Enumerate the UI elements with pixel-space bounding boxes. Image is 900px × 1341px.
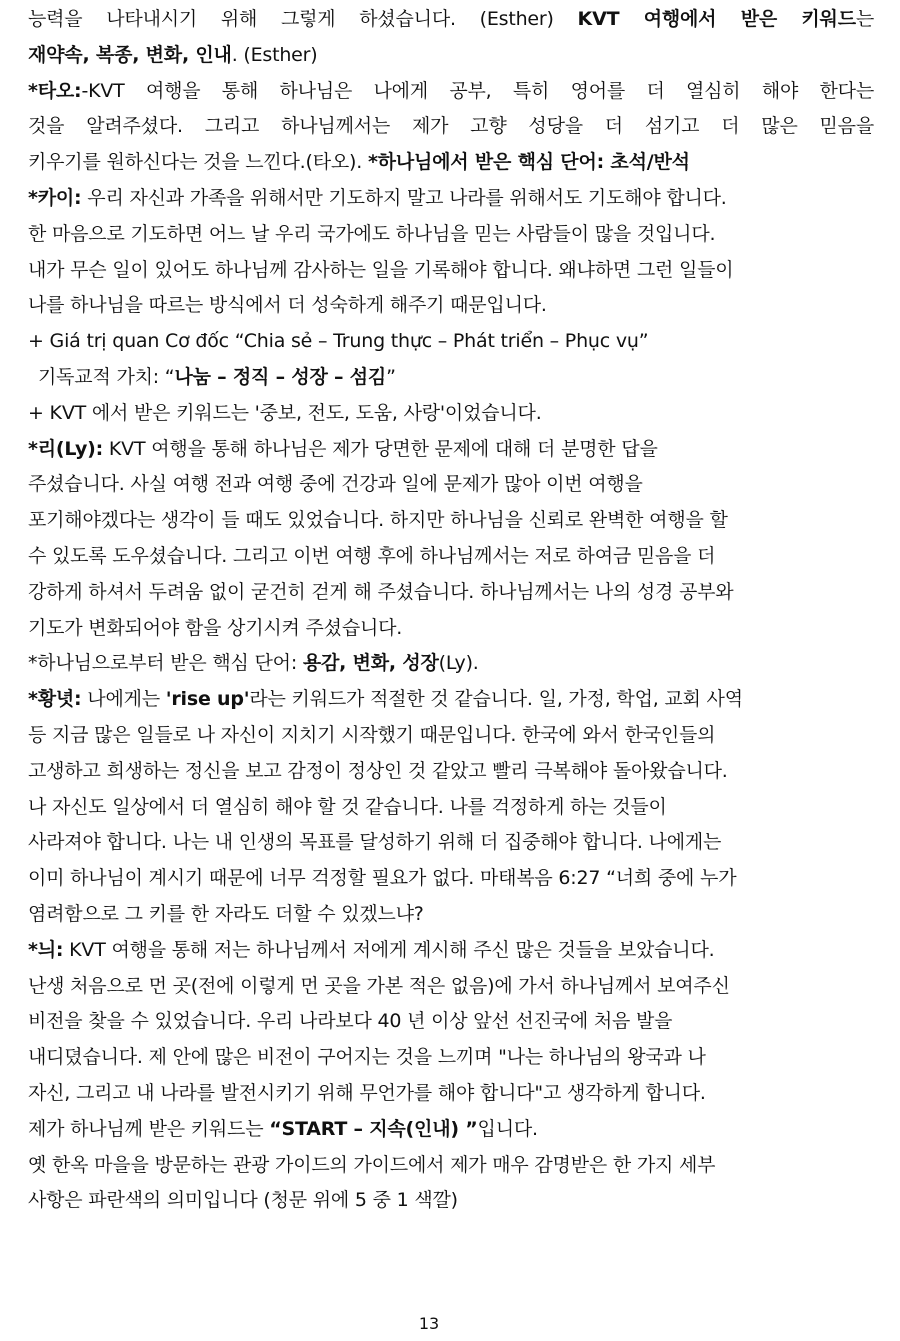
text-span: 사항은 파란색의 의미입니다 (청문 위에 5 중 1 색깔) bbox=[28, 1189, 458, 1212]
text-span: KVT 여행을 통해 하나님은 제가 당면한 문제에 대해 더 분명한 답을 bbox=[103, 437, 658, 460]
text-span: 내가 무슨 일이 있어도 하나님께 감사하는 일을 기록해야 합니다. 왜냐하면 그런 일들이 bbox=[28, 258, 734, 281]
text-line bbox=[28, 1040, 874, 1076]
text-span: 한 마음으로 기도하면 어느 날 우리 국가에도 하나님을 믿는 사람들이 많을 것입니다. bbox=[28, 222, 716, 245]
text-line bbox=[28, 718, 874, 754]
body-text bbox=[28, 2, 874, 1219]
text-span: 것을 알려주셨다. 그리고 하나님께서는 제가 고향 성당을 더 섬기고 더 많은 믿음을 bbox=[28, 115, 874, 138]
text-span: 고생하고 희생하는 정신을 보고 감정이 정상인 것 같았고 빨리 극복해야 돌아왔습니다. bbox=[28, 759, 728, 782]
text-span: 강하게 하셔서 두려움 없이 굳건히 걷게 해 주셨습니다. 하나님께서는 나의 성경 공부와 bbox=[28, 580, 734, 603]
text-line bbox=[28, 503, 874, 539]
text-line bbox=[28, 1148, 874, 1184]
text-line bbox=[28, 790, 874, 826]
text-span: ” bbox=[386, 365, 396, 388]
text-span: -KVT 여행을 통해 하나님은 나에게 공부, 특히 영어를 더 열심히 해야 한다는 bbox=[81, 79, 874, 102]
text-span: 기도가 변화되어야 함을 상기시켜 주셨습니다. bbox=[28, 616, 403, 639]
text-line bbox=[28, 611, 874, 647]
text-span: (Ly). bbox=[438, 652, 479, 675]
bold-text: KVT 여행에서 받은 키워드 bbox=[577, 8, 856, 30]
text-span: 키우기를 원하신다는 것을 느낀다.(타오). bbox=[28, 151, 368, 174]
text-line bbox=[28, 217, 874, 253]
text-span: 등 지금 많은 일들로 나 자신이 지치기 시작했기 때문입니다. 한국에 와서 한국인들의 bbox=[28, 723, 716, 746]
text-span: 포기해야겠다는 생각이 들 때도 있었습니다. 하지만 하나님을 신뢰로 완벽한 여행을 할 bbox=[28, 509, 728, 532]
text-line bbox=[28, 1076, 874, 1112]
text-span: 기독교적 가치: “ bbox=[38, 365, 175, 388]
text-line bbox=[28, 933, 874, 969]
text-span: 염려함으로 그 키를 한 자라도 더할 수 있겠느냐? bbox=[28, 902, 424, 925]
text-line bbox=[28, 897, 874, 933]
bold-text: 용감, 변화, 성장 bbox=[302, 652, 439, 675]
text-line bbox=[28, 682, 874, 718]
text-line bbox=[28, 396, 874, 432]
text-span: 내디뎠습니다. 제 안에 많은 비전이 구어지는 것을 느끼며 "나는 하나님의 왕국과 나 bbox=[28, 1046, 706, 1069]
bold-text: 'rise up' bbox=[165, 688, 250, 711]
text-span: 수 있도록 도우셨습니다. 그리고 이번 여행 후에 하나님께서는 저로 하여금 믿음을 더 bbox=[28, 544, 716, 567]
text-line bbox=[28, 145, 874, 181]
text-span: 이미 하나님이 계시기 때문에 너무 걱정할 필요가 없다. 마태복음 6:27 “너희 중에 누가 bbox=[28, 867, 737, 890]
text-line bbox=[28, 825, 874, 861]
bold-text: *타오: bbox=[28, 79, 82, 102]
text-span: 나에게는 bbox=[81, 688, 166, 711]
text-span: 능력을 나타내시기 위해 그렇게 하셨습니다. (Esther) bbox=[28, 8, 578, 30]
page-number: 13 bbox=[418, 1314, 440, 1333]
text-line bbox=[28, 1004, 874, 1040]
bold-text: *카이: bbox=[28, 186, 82, 209]
text-line bbox=[28, 969, 874, 1005]
text-span: 나를 하나님을 따르는 방식에서 더 성숙하게 해주기 때문입니다. bbox=[28, 294, 547, 317]
bold-text: *하나님에서 받은 핵심 단어: 초석/반석 bbox=[367, 151, 690, 174]
text-span: 주셨습니다. 사실 여행 전과 여행 중에 건강과 일에 문제가 많아 이번 여행을 bbox=[28, 473, 643, 496]
text-line bbox=[28, 38, 874, 74]
text-line bbox=[28, 467, 874, 503]
text-span: 자신, 그리고 내 나라를 발전시키기 위해 무언가를 해야 합니다"고 생각하게 합니다. bbox=[28, 1081, 706, 1104]
text-line bbox=[28, 181, 874, 217]
text-line bbox=[28, 324, 874, 360]
bold-text: “START – 지속(인내) ” bbox=[269, 1117, 478, 1140]
text-span: 제가 하나님께 받은 키워드는 bbox=[28, 1117, 270, 1140]
bold-text: 나눔 – 정직 – 성장 – 섬김 bbox=[174, 365, 387, 388]
text-span: 는 bbox=[855, 8, 874, 30]
text-span: *하나님으로부터 받은 핵심 단어: bbox=[28, 652, 303, 675]
text-line bbox=[28, 109, 874, 145]
text-line bbox=[28, 288, 874, 324]
text-span: KVT 여행을 통해 저는 하나님께서 저에게 계시해 주신 많은 것들을 보았습니다. bbox=[63, 938, 715, 961]
text-line bbox=[28, 74, 874, 110]
text-line bbox=[28, 432, 874, 468]
text-span: 라는 키워드가 적절한 것 같습니다. 일, 가정, 학업, 교회 사역 bbox=[249, 688, 743, 711]
text-span: . (Esther) bbox=[231, 43, 318, 66]
text-span: 비전을 찾을 수 있었습니다. 우리 나라보다 40 년 이상 앞선 선진국에 처음 발을 bbox=[28, 1010, 673, 1033]
text-span: + KVT 에서 받은 키워드는 '중보, 전도, 도움, 사랑'이었습니다. bbox=[28, 401, 542, 424]
text-line bbox=[28, 2, 874, 38]
bold-text: *황녓: bbox=[28, 688, 82, 711]
text-span: 나 자신도 일상에서 더 열심히 해야 할 것 같습니다. 나를 걱정하게 하는 것들이 bbox=[28, 795, 667, 818]
text-span: 우리 자신과 가족을 위해서만 기도하지 말고 나라를 위해서도 기도해야 합니다. bbox=[81, 186, 727, 209]
text-span: 옛 한옥 마을을 방문하는 관광 가이드의 가이드에서 제가 매우 감명받은 한 가지 세부 bbox=[28, 1153, 716, 1176]
text-span: 입니다. bbox=[477, 1117, 538, 1140]
text-line bbox=[28, 861, 874, 897]
text-span: + Giá trị quan Cơ đốc “Chia sẻ – Trung thực – Phát triển – Phục vụ” bbox=[28, 330, 649, 353]
text-span: 사라져야 합니다. 나는 내 인생의 목표를 달성하기 위해 더 집중해야 합니다. 나에게는 bbox=[28, 831, 722, 854]
text-line bbox=[28, 539, 874, 575]
text-line bbox=[28, 1112, 874, 1148]
bold-text: *리(Ly): bbox=[28, 437, 104, 460]
text-line bbox=[28, 646, 874, 682]
bold-text: 재약속, 복종, 변화, 인내 bbox=[28, 43, 232, 66]
text-line bbox=[28, 253, 874, 289]
text-line bbox=[28, 754, 874, 790]
bold-text: *늬: bbox=[28, 938, 64, 961]
text-line bbox=[28, 575, 874, 611]
text-line bbox=[28, 360, 874, 396]
text-span: 난생 처음으로 먼 곳(전에 이렇게 먼 곳을 가본 적은 없음)에 가서 하나님께서 보여주신 bbox=[28, 974, 730, 997]
text-line bbox=[28, 1183, 874, 1219]
